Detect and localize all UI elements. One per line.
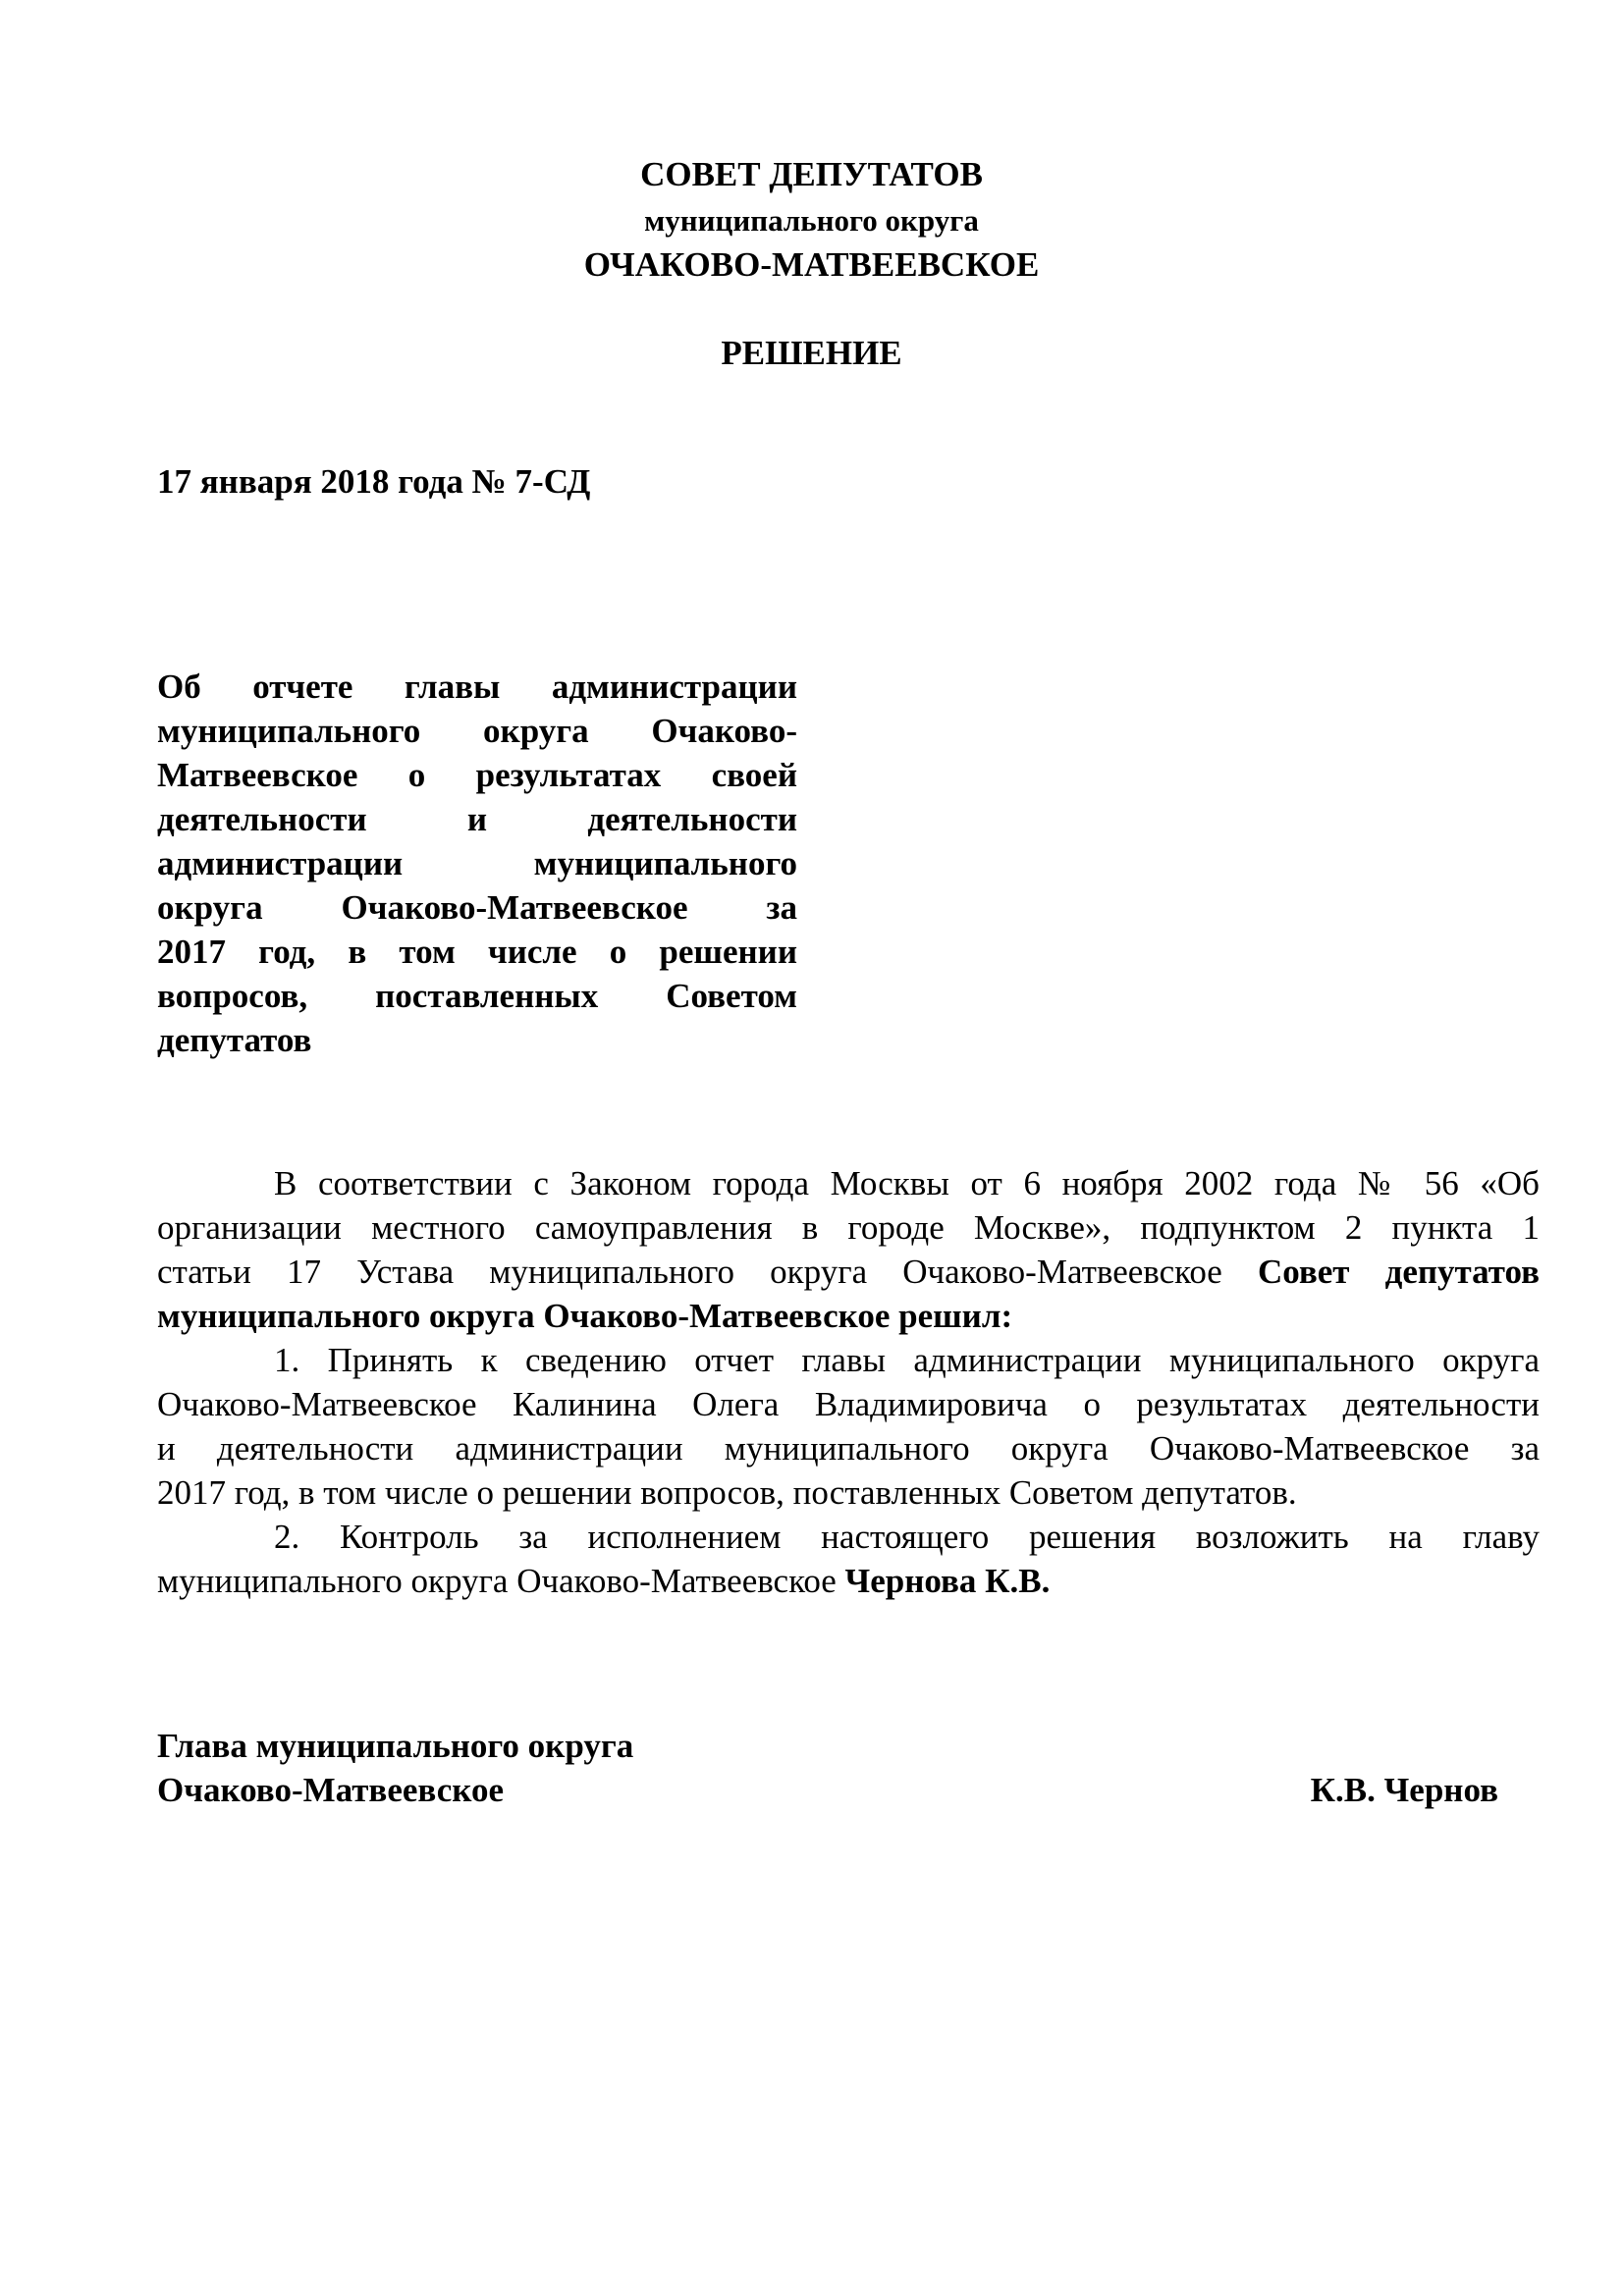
item-2-line xyxy=(157,1559,1540,1603)
signatory-title-cont: Очаково-Матвеевское xyxy=(157,1771,505,1809)
item-1-line: 1. Принять к сведению отчет главы администрации муниципального округа xyxy=(274,1341,1540,1379)
council-title: СОВЕТ ДЕПУТАТОВ xyxy=(640,155,983,193)
signatory-name: К.В. Чернов xyxy=(1310,1771,1498,1809)
resolution-subject-cont: муниципального округа Очаково-Матвеевское решил: xyxy=(157,1297,1013,1335)
subject-line: Матвеевское о результатах своей xyxy=(157,756,797,794)
subject-line: депутатов xyxy=(157,1021,312,1059)
preamble-line: В соответствии с Законом города Москвы от 6 ноября 2002 года № 56 «Об xyxy=(274,1164,1540,1202)
subject-line: Об отчете главы администрации xyxy=(157,667,797,706)
decision-heading: РЕШЕНИЕ xyxy=(721,334,902,372)
decision-subject xyxy=(157,665,797,1062)
preamble-text: статьи 17 Устава муниципального округа Очаково-Матвеевское xyxy=(157,1253,1258,1291)
okrug-subtitle: муниципального округа xyxy=(644,203,979,238)
subject-line: администрации муниципального xyxy=(157,844,797,882)
okrug-name: ОЧАКОВО-МАТВЕЕВСКОЕ xyxy=(583,245,1040,284)
preamble-line: организации местного самоуправления в городе Москве», подпунктом 2 пункта 1 xyxy=(157,1208,1540,1247)
preamble-line xyxy=(157,1250,1540,1294)
subject-line: вопросов, поставленных Советом xyxy=(157,977,797,1015)
item-1-line: Очаково-Матвеевское Калинина Олега Владимировича о результатах деятельности xyxy=(157,1385,1540,1423)
item-1-line: 2017 год, в том числе о решении вопросов, поставленных Советом депутатов. xyxy=(157,1473,1297,1512)
item-2-text: муниципального округа Очаково-Матвеевское xyxy=(157,1562,845,1600)
item-1-line: и деятельности администрации муниципального округа Очаково-Матвеевское за xyxy=(157,1429,1540,1468)
resolution-subject: Совет депутатов xyxy=(1257,1253,1541,1291)
subject-line: муниципального округа Очаково- xyxy=(157,712,797,750)
decision-date-number: 17 января 2018 года № 7-СД xyxy=(157,462,591,501)
subject-line: 2017 год, в том числе о решении xyxy=(157,933,797,971)
decision-body xyxy=(157,1161,1540,1603)
item-2-line: 2. Контроль за исполнением настоящего решения возложить на главу xyxy=(274,1518,1540,1556)
responsible-person: Чернова К.В. xyxy=(844,1562,1051,1600)
signatory-title: Глава муниципального округа xyxy=(157,1727,634,1765)
subject-line: деятельности и деятельности xyxy=(157,800,797,838)
subject-line: округа Очаково-Матвеевское за xyxy=(157,888,797,927)
